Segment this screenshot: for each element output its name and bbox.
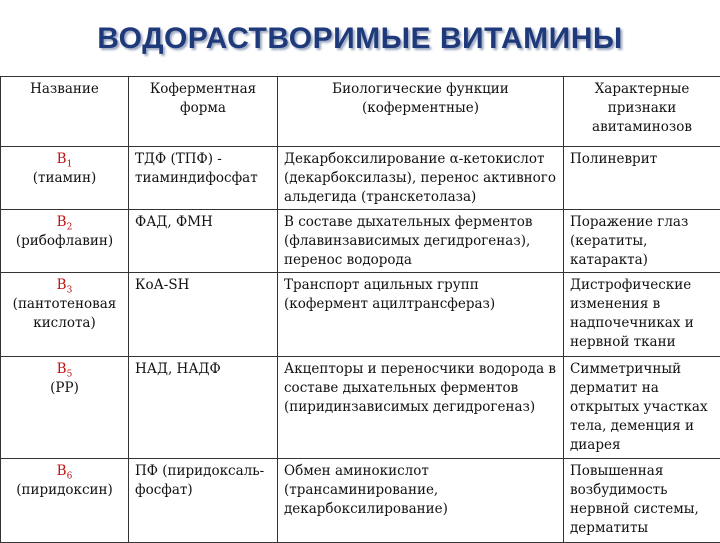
function-cell: Транспорт ацильных групп (кофермент ацилтрансфераз) (278, 273, 564, 357)
coenzyme-cell: НАД, НАДФ (129, 357, 278, 459)
table-row (1, 459, 720, 543)
coenzyme-cell: КоА-SH (129, 273, 278, 357)
header-deficiency: Характерные признаки авитаминозов (564, 77, 720, 147)
function-cell: Обмен аминокислот (трансаминирование, декарбоксилирование) (278, 459, 564, 543)
function-cell: Акцепторы и переносчики водорода в составе дыхательных ферментов (пиридинзависимых дегидрогеназ) (278, 357, 564, 459)
table-row (1, 147, 720, 210)
vitamin-name: (пантотеновая кислота) (13, 296, 117, 331)
table-row (1, 210, 720, 273)
deficiency-cell: Поражение глаз (кератиты, катаракта) (564, 210, 720, 273)
header-name: Название (1, 77, 129, 147)
deficiency-cell: Симметричный дерматит на открытых участках тела, деменция и диарея (564, 357, 720, 459)
header-function: Биологические функции (коферментные) (278, 77, 564, 147)
function-cell: Декарбоксилирование α-кетокислот (декарбоксилазы), перенос активного альдегида (транскетолаза) (278, 147, 564, 210)
vitamin-name-cell (1, 273, 129, 357)
deficiency-cell: Полиневрит (564, 147, 720, 210)
vitamin-code: $B_3$ (57, 277, 73, 293)
vitamin-code: $B_5$ (57, 361, 73, 377)
header-coenzyme: Коферментная форма (129, 77, 278, 147)
coenzyme-cell: ПФ (пиридоксаль-фосфат) (129, 459, 278, 543)
vitamin-name: (PP) (50, 380, 79, 396)
deficiency-cell: Повышенная возбудимость нервной системы, дерматиты (564, 459, 720, 543)
vitamin-name-cell (1, 210, 129, 273)
vitamin-code: $B_1$ (57, 151, 73, 167)
coenzyme-cell: ТДФ (ТПФ) - тиаминдифосфат (129, 147, 278, 210)
table-header-row (1, 77, 720, 147)
table-row (1, 273, 720, 357)
vitamin-name-cell (1, 357, 129, 459)
vitamin-name: (тиамин) (33, 170, 97, 186)
table-row (1, 357, 720, 459)
function-cell: В составе дыхательных ферментов (флавинзависимых дегидрогеназ), перенос водорода (278, 210, 564, 273)
vitamin-code: $B_6$ (57, 463, 73, 479)
vitamin-code: $B_2$ (57, 214, 73, 230)
vitamin-name: (пиридоксин) (16, 482, 113, 498)
coenzyme-cell: ФАД, ФМН (129, 210, 278, 273)
vitamins-table (0, 76, 720, 543)
vitamin-name-cell (1, 147, 129, 210)
vitamin-name: (рибофлавин) (16, 233, 113, 249)
slide-title: ВОДОРАСТВОРИМЫЕ ВИТАМИНЫ (0, 22, 720, 56)
deficiency-cell: Дистрофические изменения в надпочечниках и нервной ткани (564, 273, 720, 357)
vitamin-name-cell (1, 459, 129, 543)
